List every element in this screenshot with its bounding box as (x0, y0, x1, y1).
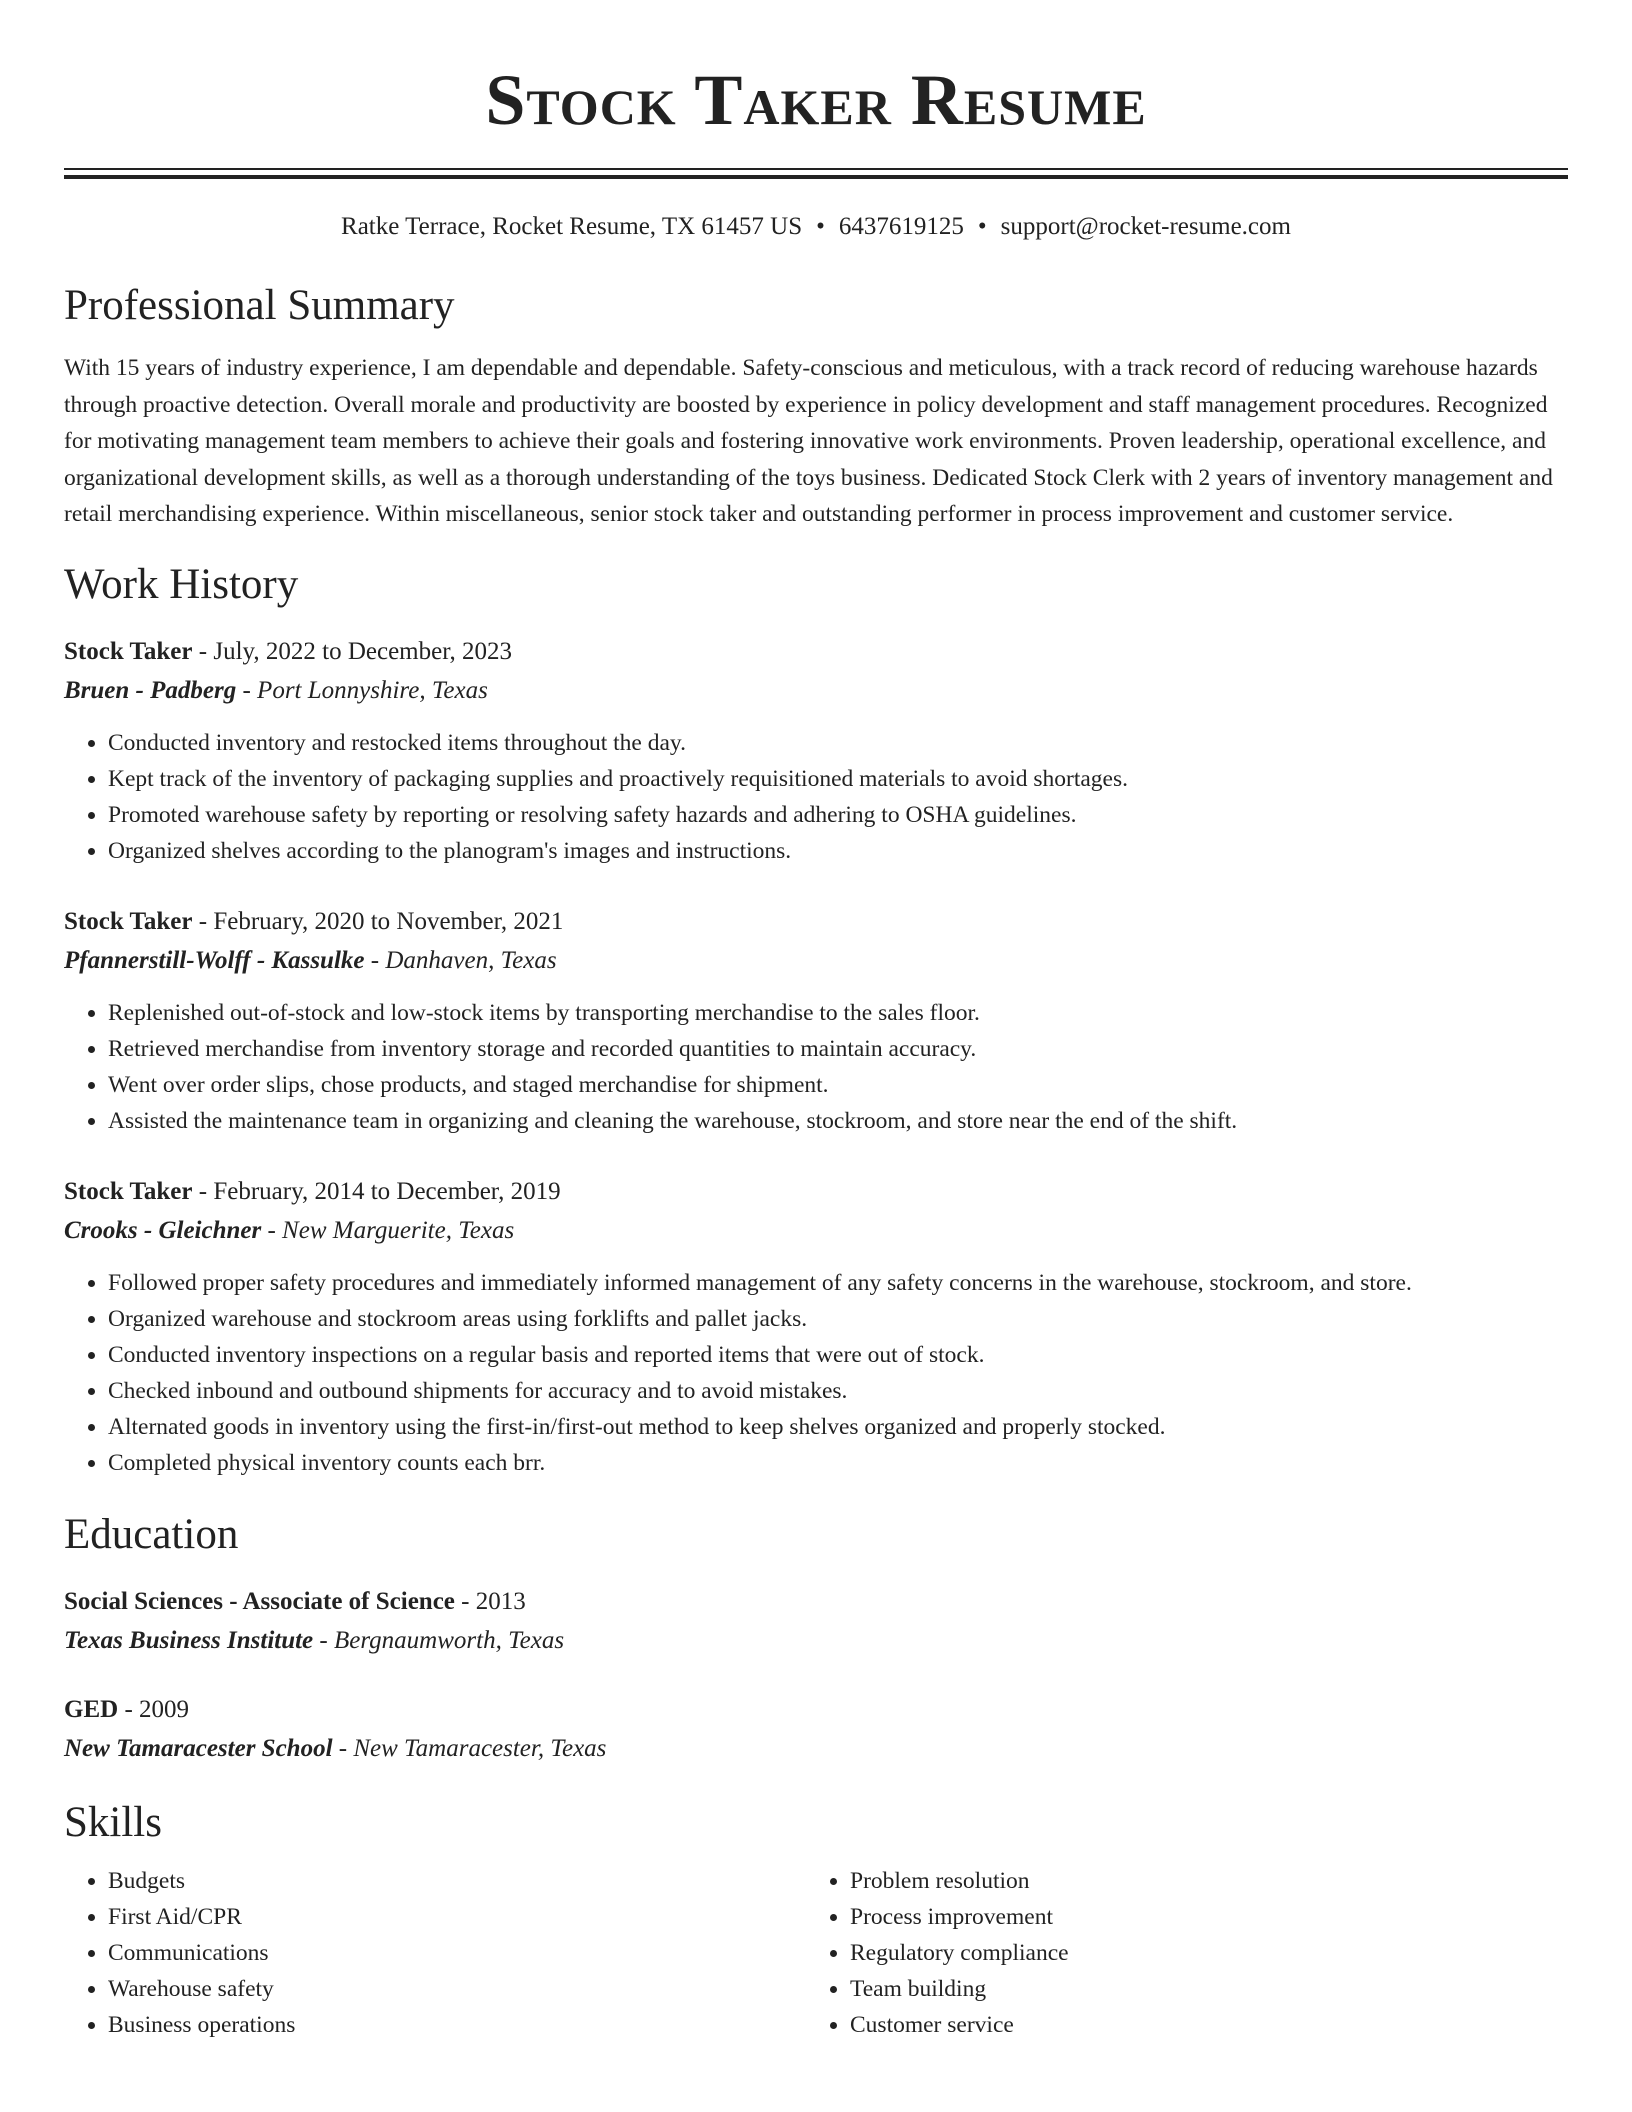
list-item: • Kept track of the inventory of packaging supplies and proactively requisitioned materials to avoid shortages. (108, 761, 1568, 797)
contact-email: support@rocket-resume.com (1000, 213, 1291, 240)
job-dates: - February, 2020 to November, 2021 (192, 907, 564, 935)
contact-address: Ratke Terrace, Rocket Resume, TX 61457 US (341, 213, 803, 240)
list-item: • Conducted inventory inspections on a regular basis and reported items that were out of stock. (108, 1337, 1568, 1373)
job-company: Crooks - Gleichner (64, 1216, 262, 1244)
job-company-line (64, 1211, 1568, 1251)
education-heading: Education (64, 1510, 239, 1558)
skill-item: • Customer service (850, 2007, 1548, 2043)
skill-item: • Warehouse safety (108, 1971, 806, 2007)
school-location: - New Tamaracester, Texas (332, 1734, 607, 1762)
skill-item: • Regulatory compliance (850, 1935, 1548, 1971)
school-name: New Tamaracester School (64, 1734, 333, 1762)
school-line (64, 1621, 1568, 1661)
job-title: Stock Taker (64, 637, 193, 665)
skill-item: • First Aid/CPR (108, 1899, 806, 1935)
skill-item: • Communications (108, 1935, 806, 1971)
contact-line (64, 210, 1568, 244)
degree-year: - 2013 (454, 1587, 526, 1615)
job-bullets (64, 995, 1568, 1139)
skill-item: • Problem resolution (850, 1863, 1548, 1899)
job-bullets (64, 1265, 1568, 1481)
job-title-line (64, 633, 1568, 671)
skill-item: • Team building (850, 1971, 1548, 2007)
job-dates: - February, 2014 to December, 2019 (192, 1177, 561, 1205)
list-item: • Organized shelves according to the planogram's images and instructions. (108, 833, 1568, 869)
job-company-line (64, 671, 1568, 711)
degree-year: - 2009 (118, 1695, 190, 1723)
job-company-line (64, 941, 1568, 981)
contact-separator: • (816, 213, 825, 240)
degree-line (64, 1691, 1568, 1729)
job-title-line (64, 903, 1568, 941)
resume-title: Stock Taker Resume (485, 60, 1147, 140)
list-item: • Conducted inventory and restocked items throughout the day. (108, 725, 1568, 761)
skills-heading: Skills (64, 1798, 162, 1846)
school-location: - Bergnaumworth, Texas (313, 1626, 565, 1654)
job-location: - Danhaven, Texas (364, 946, 557, 974)
skills-column-left (64, 1863, 806, 2043)
job-location: - New Marguerite, Texas (261, 1216, 515, 1244)
degree-line (64, 1583, 1568, 1621)
list-item: • Promoted warehouse safety by reporting or resolving safety hazards and adhering to OSHA guidelines. (108, 797, 1568, 833)
education-entry (64, 1583, 1568, 1661)
list-item: • Completed physical inventory counts each brr. (108, 1445, 1568, 1481)
title-divider (64, 168, 1568, 179)
education-entry (64, 1691, 1568, 1769)
list-item: • Went over order slips, chose products, and staged merchandise for shipment. (108, 1067, 1568, 1103)
list-item: • Assisted the maintenance team in organizing and cleaning the warehouse, stockroom, and store near the end of the shift. (108, 1103, 1568, 1139)
job-title: Stock Taker (64, 1177, 193, 1205)
list-item: • Retrieved merchandise from inventory storage and recorded quantities to maintain accuracy. (108, 1031, 1568, 1067)
school-line (64, 1729, 1568, 1769)
job-bullets (64, 725, 1568, 869)
summary-heading: Professional Summary (64, 282, 455, 329)
summary-text: With 15 years of industry experience, I am dependable and dependable. Safety-conscious and meticulous, with a track record of reducing warehouse hazards through proactive detection. Overall morale and productivity are boosted by experience in policy development and staff management procedures. Recognized for motivating management team members to achieve their goals and fostering innovative work environments. Proven leadership, operational excellence, and organizational development skills, as well as a thorough understanding of the toys business. Dedicated Stock Clerk with 2 years of inventory management and retail merchandising experience. Within miscellaneous, senior stock taker and outstanding performer in process improvement and customer service. (64, 355, 1553, 527)
job-title: Stock Taker (64, 907, 193, 935)
degree: Social Sciences - Associate of Science (64, 1587, 455, 1615)
contact-phone: 6437619125 (838, 213, 964, 240)
job-entry (64, 1173, 1568, 1481)
job-company: Bruen - Padberg (64, 676, 237, 704)
list-item: • Checked inbound and outbound shipments for accuracy and to avoid mistakes. (108, 1373, 1568, 1409)
list-item: • Organized warehouse and stockroom areas using forklifts and pallet jacks. (108, 1301, 1568, 1337)
job-location: - Port Lonnyshire, Texas (236, 676, 488, 704)
job-dates: - July, 2022 to December, 2023 (192, 637, 513, 665)
school-name: Texas Business Institute (64, 1626, 314, 1654)
contact-separator: • (977, 213, 987, 240)
skills-column-right (806, 1863, 1548, 2043)
job-entry (64, 903, 1568, 1139)
work-history-heading: Work History (64, 560, 299, 608)
list-item: • Alternated goods in inventory using the first-in/first-out method to keep shelves organized and properly stocked. (108, 1409, 1568, 1445)
list-item: • Followed proper safety procedures and immediately informed management of any safety concerns in the warehouse, stockroom, and store. (108, 1265, 1568, 1301)
list-item: • Replenished out-of-stock and low-stock items by transporting merchandise to the sales floor. (108, 995, 1568, 1031)
job-title-line (64, 1173, 1568, 1211)
job-company: Pfannerstill-Wolff - Kassulke (64, 946, 365, 974)
degree: GED (64, 1695, 119, 1723)
skill-item: • Process improvement (850, 1899, 1548, 1935)
skill-item: • Business operations (108, 2007, 806, 2043)
job-entry (64, 633, 1568, 869)
skills-list (64, 1863, 1568, 2043)
skill-item: • Budgets (108, 1863, 806, 1899)
